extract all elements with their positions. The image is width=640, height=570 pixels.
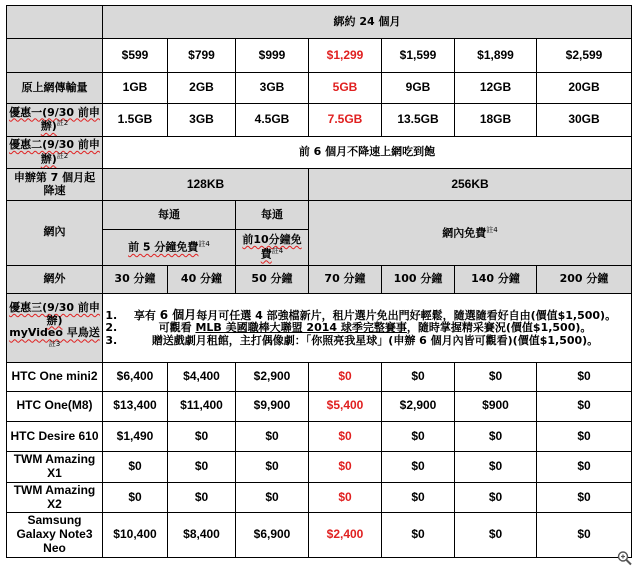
promo3-item: 1. 享有 6 個月每月可任選 4 部強檔新片，租片選片免出門好輕鬆，隨選隨看好自由(價值$1,500)。 bbox=[121, 309, 629, 323]
promo1-cell: 3GB bbox=[168, 104, 236, 136]
onnet-row-top bbox=[7, 200, 632, 229]
phone-price: $0 bbox=[537, 482, 632, 512]
phone-price: $0 bbox=[168, 421, 236, 451]
price-row bbox=[7, 39, 632, 72]
data-cell: 2GB bbox=[168, 72, 236, 103]
phone-price: $6,400 bbox=[103, 363, 168, 391]
phone-price-highlight: $2,400 bbox=[309, 513, 382, 558]
phone-price: $0 bbox=[382, 363, 455, 391]
corner-cell bbox=[7, 6, 103, 39]
offnet-cell: 50 分鐘 bbox=[236, 265, 309, 293]
promo3-benefits bbox=[103, 294, 632, 363]
offnet-cell: 140 分鐘 bbox=[455, 265, 537, 293]
phone-price: $0 bbox=[382, 482, 455, 512]
phone-price: $0 bbox=[455, 482, 537, 512]
phone-price: $8,400 bbox=[168, 513, 236, 558]
onnet-free: 網內免費$^{註4}$ bbox=[309, 200, 632, 265]
promo2-label: 優惠二(9/30 前申辦)$^{註2}$ bbox=[7, 136, 103, 168]
phone-price: $0 bbox=[382, 421, 455, 451]
phone-price: $0 bbox=[455, 452, 537, 482]
phone-name: HTC One mini2 bbox=[7, 363, 103, 391]
phone-price: $0 bbox=[103, 482, 168, 512]
month7-speed-low: 128KB bbox=[103, 169, 309, 200]
promo1-cell-highlight: 7.5GB bbox=[309, 104, 382, 136]
promo1-cell: 18GB bbox=[455, 104, 537, 136]
phone-price: $0 bbox=[236, 421, 309, 451]
onnet-first10: 前10分鐘免費$^{註4}$ bbox=[236, 230, 309, 266]
phone-price: $0 bbox=[168, 482, 236, 512]
price-cell: $799 bbox=[168, 39, 236, 72]
phone-price-highlight: $0 bbox=[309, 452, 382, 482]
month7-label: 申辦第 7 個月起降速 bbox=[7, 169, 103, 200]
phone-row bbox=[7, 391, 632, 421]
phone-price: $0 bbox=[455, 421, 537, 451]
phone-name: TWM Amazing X2 bbox=[7, 482, 103, 512]
phone-price: $0 bbox=[168, 452, 236, 482]
rate-plan-table bbox=[6, 5, 632, 558]
onnet-daily-b: 每通 bbox=[236, 200, 309, 229]
price-row-label bbox=[7, 39, 103, 72]
onnet-first5: 前 5 分鐘免費$^{註4}$ bbox=[103, 230, 236, 266]
phone-price: $0 bbox=[455, 363, 537, 391]
data-cell-highlight: 5GB bbox=[309, 72, 382, 103]
data-cell: 1GB bbox=[103, 72, 168, 103]
phone-price: $6,900 bbox=[236, 513, 309, 558]
phone-price: $0 bbox=[537, 363, 632, 391]
phone-price-highlight: $0 bbox=[309, 482, 382, 512]
promo2-row bbox=[7, 136, 632, 168]
phone-price: $10,400 bbox=[103, 513, 168, 558]
offnet-cell: 30 分鐘 bbox=[103, 265, 168, 293]
data-cell: 3GB bbox=[236, 72, 309, 103]
phone-price: $0 bbox=[382, 452, 455, 482]
contract-header: 綁約 24 個月 bbox=[103, 6, 632, 39]
phone-price: $13,400 bbox=[103, 391, 168, 421]
price-cell-highlight: $1,299 bbox=[309, 39, 382, 72]
offnet-cell: 40 分鐘 bbox=[168, 265, 236, 293]
phone-row bbox=[7, 482, 632, 512]
price-cell: $999 bbox=[236, 39, 309, 72]
promo1-row bbox=[7, 104, 632, 136]
offnet-cell: 100 分鐘 bbox=[382, 265, 455, 293]
promo3-item: 3. 贈送戲劇月租館，主打偶像劇：「你照亮我星球」(申辦 6 個月內皆可觀看)(價值$1,500)。 bbox=[121, 335, 629, 348]
phone-price-highlight: $5,400 bbox=[309, 391, 382, 421]
phone-name: TWM Amazing X1 bbox=[7, 452, 103, 482]
price-cell: $599 bbox=[103, 39, 168, 72]
phone-price: $0 bbox=[236, 452, 309, 482]
promo1-cell: 13.5GB bbox=[382, 104, 455, 136]
phone-price: $1,490 bbox=[103, 421, 168, 451]
phone-price: $9,900 bbox=[236, 391, 309, 421]
phone-price-highlight: $0 bbox=[309, 363, 382, 391]
offnet-label: 網外 bbox=[7, 265, 103, 293]
promo1-label: 優惠一(9/30 前申辦)$^{註2}$ bbox=[7, 104, 103, 136]
promo3-row bbox=[7, 294, 632, 363]
offnet-cell: 70 分鐘 bbox=[309, 265, 382, 293]
phone-price: $2,900 bbox=[382, 391, 455, 421]
phone-price: $0 bbox=[382, 513, 455, 558]
phone-row bbox=[7, 452, 632, 482]
month7-speed-high: 256KB bbox=[309, 169, 632, 200]
offnet-cell: 200 分鐘 bbox=[537, 265, 632, 293]
phone-row bbox=[7, 421, 632, 451]
phone-row bbox=[7, 513, 632, 558]
phone-price: $900 bbox=[455, 391, 537, 421]
onnet-daily-a: 每通 bbox=[103, 200, 236, 229]
promo2-text: 前 6 個月不降速上網吃到飽 bbox=[103, 136, 632, 168]
data-cell: 12GB bbox=[455, 72, 537, 103]
promo1-cell: 30GB bbox=[537, 104, 632, 136]
phone-price: $0 bbox=[455, 513, 537, 558]
phone-name: HTC One(M8) bbox=[7, 391, 103, 421]
phone-row bbox=[7, 363, 632, 391]
phone-price: $0 bbox=[537, 452, 632, 482]
phone-price: $0 bbox=[537, 391, 632, 421]
price-cell: $2,599 bbox=[537, 39, 632, 72]
phone-name: Samsung Galaxy Note3 Neo bbox=[7, 513, 103, 558]
phone-price: $0 bbox=[103, 452, 168, 482]
phone-price: $4,400 bbox=[168, 363, 236, 391]
price-cell: $1,899 bbox=[455, 39, 537, 72]
month7-row bbox=[7, 169, 632, 200]
promo3-item: 2. 可觀看 MLB 美國職棒大聯盟 2014 球季完整賽事，隨時掌握精采賽況(價值$1,500)。 bbox=[121, 322, 629, 335]
onnet-label: 網內 bbox=[7, 200, 103, 265]
phone-price: $2,900 bbox=[236, 363, 309, 391]
price-cell: $1,599 bbox=[382, 39, 455, 72]
data-row-label: 原上網傳輸量 bbox=[7, 72, 103, 103]
promo1-cell: 4.5GB bbox=[236, 104, 309, 136]
offnet-row bbox=[7, 265, 632, 293]
promo1-cell: 1.5GB bbox=[103, 104, 168, 136]
phone-price: $0 bbox=[236, 482, 309, 512]
phone-price: $11,400 bbox=[168, 391, 236, 421]
promo3-label: 優惠三(9/30 前申辦) myVideo 早鳥送$^{註3}$ bbox=[7, 294, 103, 363]
phone-name: HTC Desire 610 bbox=[7, 421, 103, 451]
data-row bbox=[7, 72, 632, 103]
zoom-icon[interactable] bbox=[616, 550, 634, 566]
data-cell: 9GB bbox=[382, 72, 455, 103]
data-cell: 20GB bbox=[537, 72, 632, 103]
phone-price: $0 bbox=[537, 513, 632, 558]
contract-row bbox=[7, 6, 632, 39]
phone-price: $0 bbox=[537, 421, 632, 451]
phone-price-highlight: $0 bbox=[309, 421, 382, 451]
